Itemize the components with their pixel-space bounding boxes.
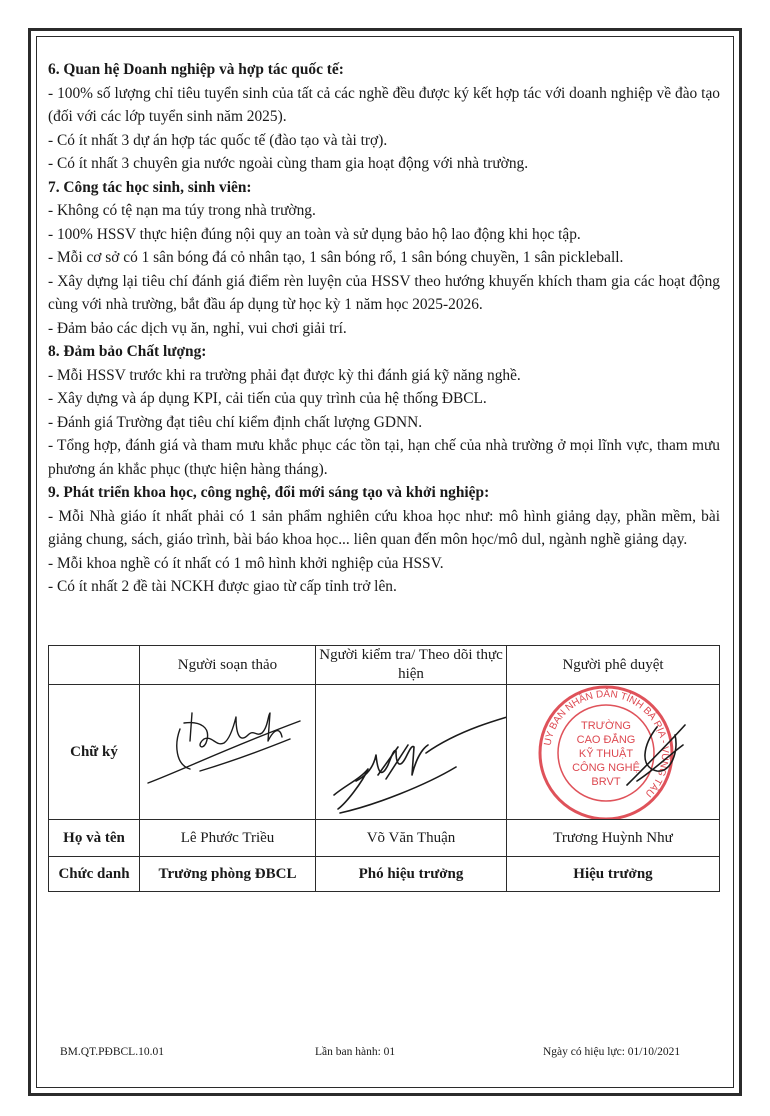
svg-text:CÔNG NGHỆ: CÔNG NGHỆ	[572, 762, 640, 774]
signature-reviewer	[316, 685, 507, 820]
list-item: - Có ít nhất 2 đề tài NCKH được giao từ cấp tỉnh trở lên.	[48, 578, 397, 595]
list-item: - Tổng hợp, đánh giá và tham mưu khắc phục các tồn tại, hạn chế của nhà trường ở mọi lĩnh vực, tham mưu phương án khắc phục (thực hiện hàng tháng).	[48, 437, 720, 478]
header-reviewer: Người kiểm tra/ Theo dõi thực hiện	[316, 646, 507, 685]
svg-text:KỸ THUẬT: KỸ THUẬT	[578, 748, 634, 760]
list-item: - Đảm bảo các dịch vụ ăn, nghỉ, vui chơi giải trí.	[48, 319, 347, 337]
list-item: - Xây dựng và áp dụng KPI, cải tiến của quy trình của hệ thống ĐBCL.	[48, 390, 487, 407]
svg-text:BRVT: BRVT	[591, 776, 621, 788]
name-approver: Trương Huỳnh Như	[507, 820, 720, 857]
title-approver: Hiệu trưởng	[507, 857, 720, 892]
signature-drafter-image	[140, 685, 315, 819]
row-label-title: Chức danh	[49, 857, 140, 892]
effective-date: Ngày có hiệu lực: 01/10/2021	[543, 1046, 681, 1058]
header-approver: Người phê duyệt	[507, 646, 720, 685]
svg-text:CAO ĐẲNG: CAO ĐẲNG	[576, 734, 636, 746]
svg-text:UY BAN NHÂN DÂN TỈNH BÀ RỊA -: UY BAN NHÂN DÂN TỈNH BÀ RỊA - VŨNG TÀU	[542, 688, 671, 799]
signature-drafter	[140, 685, 316, 820]
list-item: - Không có tệ nạn ma túy trong nhà trường.	[48, 202, 316, 219]
row-label-name: Họ và tên	[49, 820, 140, 857]
list-item: - Mỗi HSSV trước khi ra trường phải đạt được kỳ thi đánh giá kỹ năng nghề.	[48, 366, 521, 384]
section-heading: 9. Phát triển khoa học, công nghệ, đổi mới sáng tạo và khởi nghiệp:	[48, 484, 490, 501]
svg-text:TRƯỜNG: TRƯỜNG	[581, 720, 631, 732]
list-item: - Có ít nhất 3 dự án hợp tác quốc tế (đào tạo và tài trợ).	[48, 131, 388, 149]
list-item: - 100% số lượng chỉ tiêu tuyển sinh của tất cả các nghề đều được ký kết hợp tác với doanh nghiệp về đào tạo (đối với các lớp tuyển sinh năm 2025).	[48, 84, 720, 125]
section-heading: 8. Đảm bảo Chất lượng:	[48, 343, 207, 360]
signature-reviewer-image	[316, 685, 506, 819]
name-drafter: Lê Phước Triều	[140, 820, 316, 857]
stamp-and-signature	[507, 685, 719, 819]
title-drafter: Trưởng phòng ĐBCL	[140, 857, 316, 892]
signature-table	[48, 645, 720, 892]
list-item: - Mỗi khoa nghề có ít nhất có 1 mô hình khởi nghiệp của HSSV.	[48, 554, 444, 572]
list-item: - Đánh giá Trường đạt tiêu chí kiểm định chất lượng GDNN.	[48, 413, 423, 431]
list-item: - Có ít nhất 3 chuyên gia nước ngoài cùng tham gia hoạt động với nhà trường.	[48, 155, 529, 172]
list-item: - Mỗi Nhà giáo ít nhất phải có 1 sản phẩm nghiên cứu khoa học như: mô hình giảng dạy, phần mềm, bài giảng chung, sách, giáo trình, bài báo khoa học... liên quan đến môn học/mô dul, ngành nghề giảng dạy.	[48, 507, 720, 548]
document-body	[48, 58, 720, 599]
row-label-signature: Chữ ký	[49, 685, 140, 820]
edition-number: Lần ban hành: 01	[315, 1046, 396, 1058]
form-code: BM.QT.PĐBCL.10.01	[60, 1046, 164, 1058]
list-item: - 100% HSSV thực hiện đúng nội quy an toàn và sử dụng bảo hộ lao động khi học tập.	[48, 225, 581, 243]
list-item: - Xây dựng lại tiêu chí đánh giá điểm rèn luyện của HSSV theo hướng khuyến khích tham gia các hoạt động cùng với nhà trường, bắt đầu áp dụng từ học kỳ 1 năm học 2025-2026.	[48, 272, 720, 313]
list-item: - Mỗi cơ sở có 1 sân bóng đá cỏ nhân tạo, 1 sân bóng rổ, 1 sân bóng chuyền, 1 sân pickleball.	[48, 249, 624, 266]
signature-approver	[507, 685, 720, 820]
official-stamp	[540, 687, 672, 819]
section-heading: 6. Quan hệ Doanh nghiệp và hợp tác quốc tế:	[48, 61, 344, 78]
corner-cell	[49, 646, 140, 685]
title-reviewer: Phó hiệu trưởng	[316, 857, 507, 892]
name-reviewer: Võ Văn Thuận	[316, 820, 507, 857]
header-drafter: Người soạn thảo	[140, 646, 316, 685]
section-heading: 7. Công tác học sinh, sinh viên:	[48, 178, 252, 196]
